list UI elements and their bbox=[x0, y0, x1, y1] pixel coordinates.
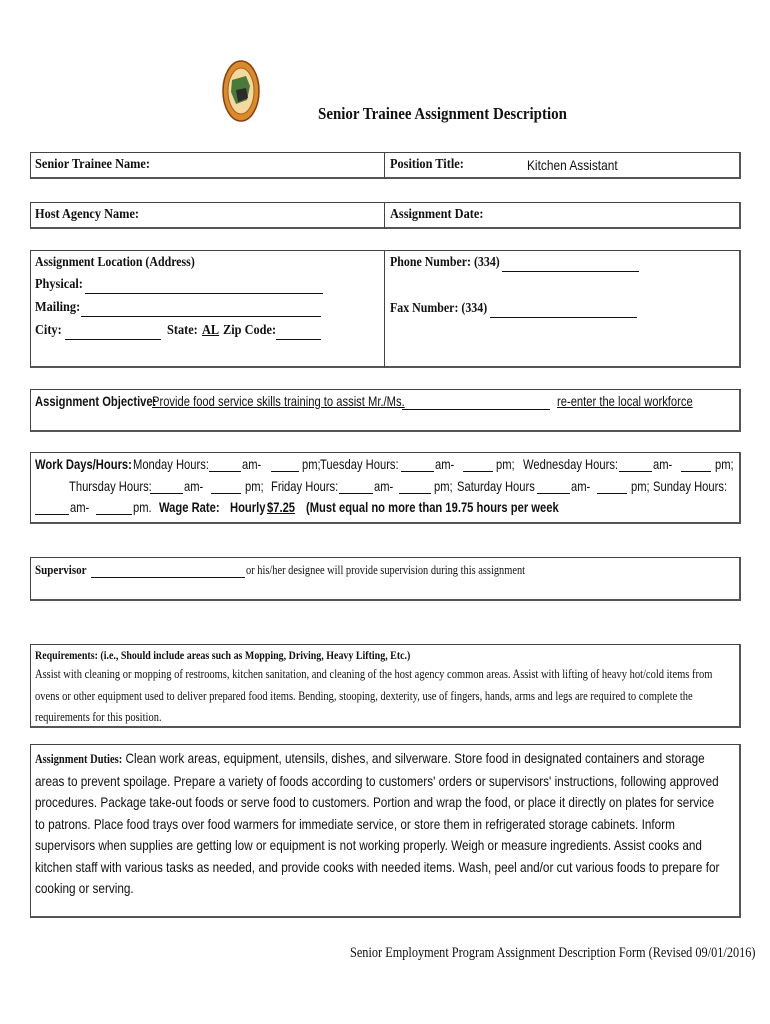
sunday-label: Sunday Hours: bbox=[653, 478, 728, 494]
work-hours-line-1 bbox=[35, 456, 740, 476]
monday-am: am- bbox=[242, 456, 262, 472]
monday-am-line[interactable] bbox=[209, 471, 241, 472]
thursday-am: am- bbox=[184, 478, 204, 494]
saturday-am: am- bbox=[571, 478, 591, 494]
position-title-label: Position Title: bbox=[390, 157, 464, 172]
thursday-label: Thursday Hours: bbox=[69, 478, 152, 494]
tuesday-am: am- bbox=[435, 456, 455, 472]
wednesday-pm: pm; bbox=[715, 456, 734, 472]
objective-text-2[interactable]: re-enter the local workforce bbox=[557, 393, 693, 409]
tuesday-am-line[interactable] bbox=[401, 471, 434, 472]
friday-am-line[interactable] bbox=[339, 493, 373, 494]
requirements-text[interactable]: Assist with cleaning or mopping of restrooms, kitchen sanitation, and cleaning of the host agency common areas. Assist with lifting of heavy hot/cold items from ovens or other equipment used to deliver prepared food items. Bending, stooping, dexterity, use of fingers, hands, arms and legs are required to complete the requirements for this position. bbox=[35, 667, 713, 724]
monday-pm: pm; bbox=[302, 456, 321, 472]
friday-am: am- bbox=[374, 478, 394, 494]
location-divider bbox=[384, 250, 385, 368]
supervisor-label: Supervisor bbox=[35, 562, 87, 577]
tuesday-pm: pm; bbox=[496, 456, 515, 472]
mailing-field[interactable] bbox=[35, 300, 325, 320]
supervisor-line bbox=[35, 562, 735, 582]
supervisor-text: or his/her designee will provide supervision during this assignment bbox=[246, 562, 526, 577]
row2-divider bbox=[384, 202, 385, 229]
phone-field[interactable] bbox=[390, 255, 650, 275]
zip-label: Zip Code: bbox=[223, 323, 277, 338]
mailing-label: Mailing: bbox=[35, 300, 81, 315]
objective-name-line[interactable] bbox=[402, 409, 550, 410]
footer-text: Senior Employment Program Assignment Description Form (Revised 09/01/2016) bbox=[350, 945, 756, 961]
wage-hourly-label: Hourly bbox=[230, 499, 266, 515]
location-heading: Assignment Location (Address) bbox=[35, 255, 195, 270]
fax-label: Fax Number: (334) bbox=[390, 301, 488, 316]
objective-label: Assignment Objective: bbox=[35, 393, 157, 409]
requirements-label: Requirements: (i.e., Should include areas such as Mopping, Driving, Heavy Lifting, Etc.) bbox=[35, 648, 411, 662]
saturday-pm: pm; bbox=[631, 478, 650, 494]
duties-text-wrap bbox=[35, 748, 720, 900]
assignment-date-label: Assignment Date: bbox=[390, 207, 484, 222]
position-title-value[interactable]: Kitchen Assistant bbox=[527, 157, 618, 173]
saturday-am-line[interactable] bbox=[537, 493, 570, 494]
city-line[interactable] bbox=[65, 339, 161, 340]
friday-label: Friday Hours: bbox=[271, 478, 339, 494]
mailing-line bbox=[81, 316, 321, 317]
friday-pm: pm; bbox=[434, 478, 453, 494]
sunday-am: am- bbox=[70, 499, 90, 515]
thursday-am-line[interactable] bbox=[150, 493, 183, 494]
thursday-pm: pm; bbox=[245, 478, 264, 494]
work-hours-line-3 bbox=[35, 499, 740, 519]
city-state-zip-field bbox=[35, 323, 335, 343]
wednesday-am: am- bbox=[653, 456, 673, 472]
requirements-text-wrap bbox=[35, 664, 728, 729]
physical-line bbox=[85, 293, 323, 294]
physical-label: Physical: bbox=[35, 277, 83, 292]
fax-line bbox=[490, 317, 637, 318]
tuesday-pm-line[interactable] bbox=[463, 471, 493, 472]
wednesday-label: Wednesday Hours: bbox=[523, 456, 619, 472]
phone-label: Phone Number: (334) bbox=[390, 255, 500, 270]
state-label: State: bbox=[167, 323, 198, 338]
friday-pm-line[interactable] bbox=[399, 493, 431, 494]
wage-value[interactable]: $7.25 bbox=[267, 499, 296, 515]
fax-field[interactable] bbox=[390, 301, 650, 321]
row1-divider bbox=[384, 152, 385, 179]
state-value[interactable]: AL bbox=[202, 323, 220, 338]
tuesday-label: Tuesday Hours: bbox=[320, 456, 399, 472]
wednesday-am-line[interactable] bbox=[619, 471, 652, 472]
sunday-pm-line[interactable] bbox=[96, 514, 132, 515]
supervisor-name-line[interactable] bbox=[91, 577, 245, 578]
wage-note: (Must equal no more than 19.75 hours per week bbox=[306, 499, 559, 515]
monday-pm-line[interactable] bbox=[271, 471, 299, 472]
zip-line[interactable] bbox=[276, 339, 321, 340]
page-title: Senior Trainee Assignment Description bbox=[318, 104, 567, 123]
objective-line-1 bbox=[35, 393, 755, 413]
saturday-pm-line[interactable] bbox=[597, 493, 627, 494]
trainee-name-label: Senior Trainee Name: bbox=[35, 157, 150, 172]
work-hours-label: Work Days/Hours: bbox=[35, 456, 132, 472]
duties-paragraph bbox=[35, 748, 720, 900]
duties-label: Assignment Duties: bbox=[35, 752, 123, 766]
wage-rate-label: Wage Rate: bbox=[159, 499, 220, 515]
objective-text-1[interactable]: Provide food service skills training to assist Mr./Ms. bbox=[152, 393, 405, 409]
duties-text[interactable]: Clean work areas, equipment, utensils, dishes, and silverware. Store food in designated containers and storage areas to prevent spoilage. Prepare a variety of foods according to customers' orders or supervisors' instructions, following approved procedures. Package take-out foods or serve food to customers. Portion and wrap the food, or place it directly on plates for service to patrons. Place food trays over food warmers for immediate service, or store them in refrigerated storage cabinets. Inform supervisors when supplies are getting low or equipment is not working properly. Weigh or measure ingredients. Assist cooks and kitchen staff with various tasks as needed, and provide cooks with needed items. Wash, peel and/or cut various foods to prepare for cooking or serving. bbox=[35, 750, 720, 896]
sunday-am-line[interactable] bbox=[35, 514, 69, 515]
host-agency-label: Host Agency Name: bbox=[35, 207, 140, 222]
wednesday-pm-line[interactable] bbox=[681, 471, 711, 472]
sunday-pm: pm. bbox=[133, 499, 152, 515]
agency-seal-logo bbox=[222, 60, 260, 122]
work-hours-line-2 bbox=[35, 478, 740, 498]
city-label: City: bbox=[35, 323, 62, 338]
thursday-pm-line[interactable] bbox=[211, 493, 241, 494]
physical-field[interactable] bbox=[35, 277, 325, 297]
monday-label: Monday Hours: bbox=[133, 456, 209, 472]
saturday-label: Saturday Hours bbox=[457, 478, 535, 494]
phone-line bbox=[502, 271, 639, 272]
